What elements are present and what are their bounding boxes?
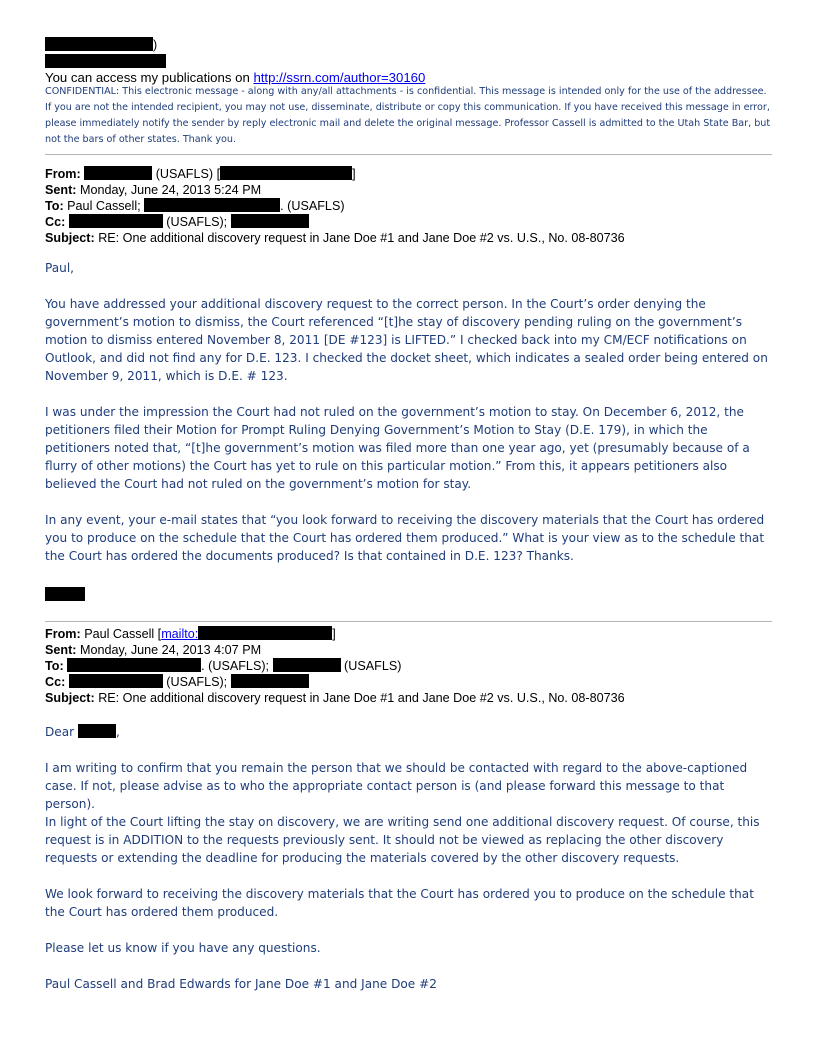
email2-to-value-b: (USAFLS): [344, 659, 402, 673]
email1-subject-line: [45, 230, 773, 246]
email2-greeting: [45, 723, 773, 741]
mailto-link[interactable]: mailto:: [161, 627, 199, 641]
redaction-bar: [231, 674, 309, 688]
email2-subject-value: RE: One additional discovery request in Jane Doe #1 and Jane Doe #2 vs. U.S., No. 08-80736: [98, 691, 625, 705]
ssrn-link[interactable]: http://ssrn.com/author=30160: [253, 70, 426, 85]
email1-to-value-b: . (USAFLS): [280, 199, 345, 213]
sent-label: Sent:: [45, 643, 77, 657]
email1-paragraph-1: You have addressed your additional discovery request to the correct person. In the Court’s order denying the government’s motion to dismiss, the Court referenced “[t]he stay of discovery pending ruling on the government’s motion to dismiss entered November 8, 2011 [DE #123] is LIFTED.” I checked back into my CM/ECF notifications on Outlook, and did not find any for D.E. 123. I checked the docket sheet, which indicates a sealed order being entered on November 9, 2011, which is D.E. # 123.: [45, 297, 768, 383]
email2-to-line: [45, 658, 773, 674]
from-label: From:: [45, 627, 81, 641]
redaction-bar: [220, 166, 352, 180]
email2-to-value-a: . (USAFLS);: [201, 659, 270, 673]
subject-label: Subject:: [45, 231, 95, 245]
email1-greeting: Paul,: [45, 261, 75, 275]
redaction-bar: [67, 658, 201, 672]
email1-subject-value: RE: One additional discovery request in Jane Doe #1 and Jane Doe #2 vs. U.S., No. 08-80736: [98, 231, 625, 245]
email2-from-line: [45, 626, 773, 642]
email1-cc-value: (USAFLS);: [166, 215, 228, 229]
email2-header: [45, 626, 773, 706]
subject-label: Subject:: [45, 691, 95, 705]
email2-paragraph-1: I am writing to confirm that you remain the person that we should be contacted with regard to the above-captioned case. If not, please advise as to who the appropriate contact person is (and please forward this message to that person).: [45, 761, 748, 811]
redaction-bar: [45, 37, 153, 51]
signature-name-line: [45, 37, 773, 53]
email2-from-value: Paul Cassell [: [84, 627, 162, 641]
email1-to-line: [45, 198, 773, 214]
signature-title-line: [45, 53, 773, 71]
email1-to-value-a: Paul Cassell;: [67, 199, 141, 213]
redaction-bar: [144, 198, 280, 212]
email1-signature-redacted: [45, 586, 773, 604]
email1-paragraph-2: I was under the impression the Court had not ruled on the government’s motion to stay. On December 6, 2012, the petitioners filed their Motion for Prompt Ruling Denying Government’s Motion to Stay (D.E. 179), in which the petitioners noted that, “[t]he government’s motion was filed more than one year ago, yet (presumably because of a flurry of other motions) the Court has yet to rule on this particular motion.” From this, it appears petitioners also believed the Court had not ruled on the government’s motion for stay.: [45, 405, 750, 491]
email1-from-line: [45, 166, 773, 182]
redaction-bar: [273, 658, 341, 672]
email2-sent-line: [45, 642, 773, 658]
email2-subject-line: [45, 690, 773, 706]
email1-cc-line: [45, 214, 773, 230]
email2-paragraph-4: Please let us know if you have any questions.: [45, 941, 321, 955]
divider: [45, 621, 772, 622]
cc-label: Cc:: [45, 675, 66, 689]
email1-from-org: (USAFLS) [: [155, 167, 221, 181]
redaction-bar: [198, 626, 332, 640]
email1-sent-value: Monday, June 24, 2013 5:24 PM: [79, 183, 262, 197]
redaction-bar: [84, 166, 152, 180]
signature-paren: ): [153, 38, 158, 52]
email1-from-close: ]: [352, 167, 356, 181]
email2-cc-line: [45, 674, 773, 690]
publications-prefix: You can access my publications on: [45, 70, 254, 85]
email2-paragraph-5: Paul Cassell and Brad Edwards for Jane Doe #1 and Jane Doe #2: [45, 977, 437, 991]
cc-label: Cc:: [45, 215, 66, 229]
email2-greeting-word: Dear: [45, 725, 75, 739]
email2-from-close: ]: [332, 627, 336, 641]
confidentiality-notice: CONFIDENTIAL: This electronic message - along with any/all attachments - is confidential. This message is intended only for the use of the addressee. If you are not the intended recipient, you may not use, disseminate, distribute or copy this communication. If you have received this message in error, please immediately notify the sender by reply electronic mail and delete the original message. Professor Cassell is admitted to the Utah State Bar, but not the bars of other states. Thank you.: [45, 86, 771, 145]
redaction-bar: [231, 214, 309, 228]
redaction-bar: [69, 214, 163, 228]
email2-paragraph-3: We look forward to receiving the discovery materials that the Court has ordered you to produce on the schedule that the Court has ordered them produced.: [45, 887, 754, 919]
redaction-bar: [45, 587, 85, 601]
email2-sent-value: Monday, June 24, 2013 4:07 PM: [79, 643, 262, 657]
divider: [45, 154, 772, 155]
from-label: From:: [45, 167, 81, 181]
email1-header: [45, 166, 773, 246]
email2-cc-value: (USAFLS);: [166, 675, 228, 689]
redaction-bar: [45, 54, 166, 68]
redaction-bar: [78, 724, 116, 738]
email1-sent-line: [45, 182, 773, 198]
to-label: To:: [45, 199, 64, 213]
redaction-bar: [69, 674, 163, 688]
to-label: To:: [45, 659, 64, 673]
sent-label: Sent:: [45, 183, 77, 197]
email2-paragraph-2: In light of the Court lifting the stay on discovery, we are writing send one additional discovery request. Of course, this request is in ADDITION to the requests previously sent. It should not be viewed as replacing the other discovery requests or extending the deadline for producing the materials covered by the other discovery requests.: [45, 815, 760, 865]
email2-greeting-comma: ,: [116, 725, 120, 739]
email1-paragraph-3: In any event, your e-mail states that “you look forward to receiving the discovery materials that the Court has ordered you to produce on the schedule that the Court has ordered them produced.” What is your view as to the schedule that the Court has ordered the documents produced? Is that contained in D.E. 123? Thanks.: [45, 513, 765, 563]
